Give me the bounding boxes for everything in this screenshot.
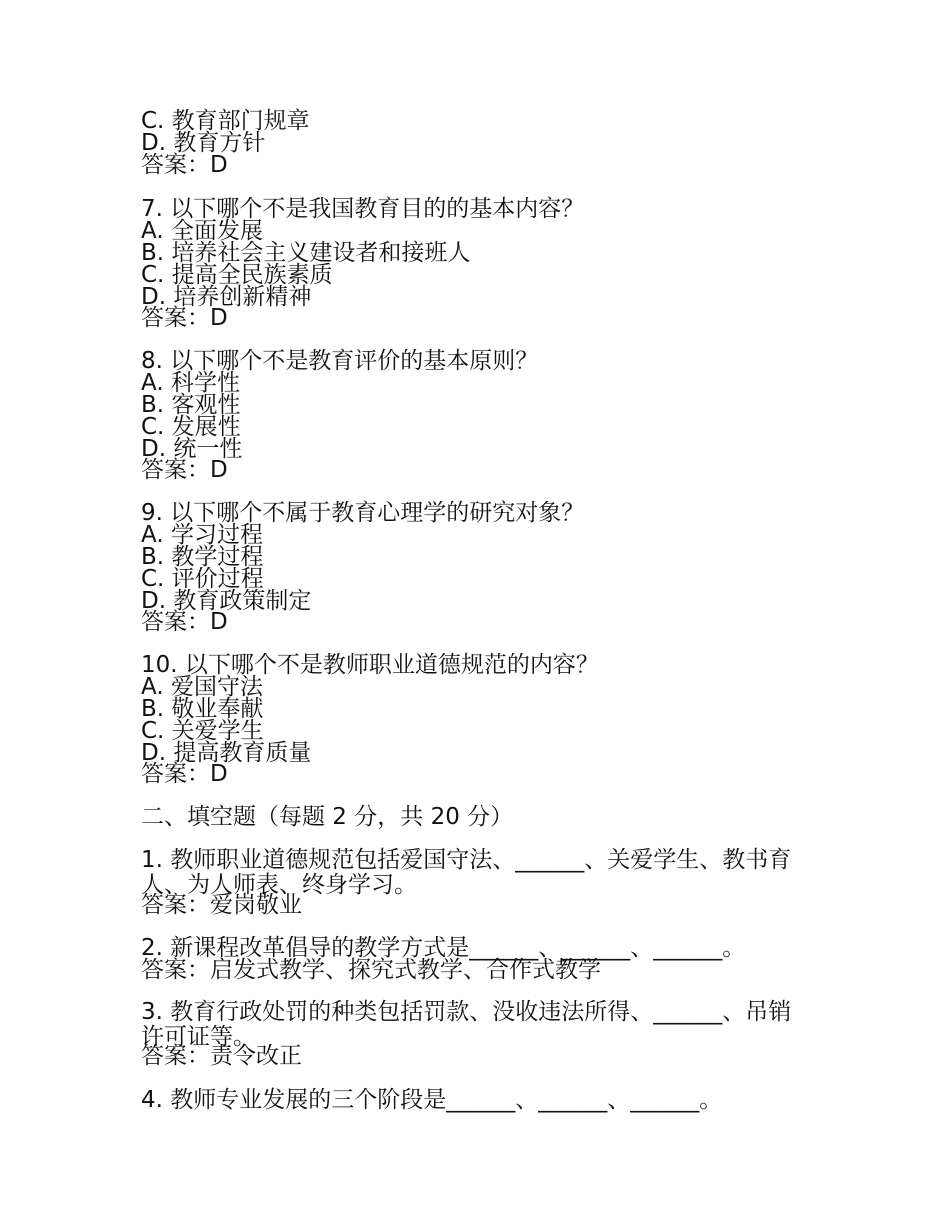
q10-answer: 答案：D xyxy=(141,761,228,787)
q9-option-d: D. 教育政策制定 xyxy=(141,588,312,614)
q9-option-c: C. 评价过程 xyxy=(141,566,264,592)
q9-question: 9. 以下哪个不属于教育心理学的研究对象？ xyxy=(141,500,585,526)
q9-option-a: A. 学习过程 xyxy=(141,522,263,548)
q8-option-a: A. 科学性 xyxy=(141,370,240,396)
q7-option-d: D. 培养创新精神 xyxy=(141,284,312,310)
fill-answer-2: 答案：启发式教学、探究式教学、合作式教学 xyxy=(141,957,601,983)
q7-option-c: C. 提高全民族素质 xyxy=(141,262,333,288)
q8-option-d: D. 统一性 xyxy=(141,436,243,462)
q10-option-b: B. 敬业奉献 xyxy=(141,696,264,722)
fill-question-2: 2. 新课程改革倡导的教学方式是______、______、______。 xyxy=(141,935,746,961)
q7-option-a: A. 全面发展 xyxy=(141,218,263,244)
q8-answer: 答案：D xyxy=(141,457,228,483)
q6-option-c: C. 教育部门规章 xyxy=(141,108,310,134)
q7-question: 7. 以下哪个不是我国教育目的的基本内容？ xyxy=(141,196,585,222)
q8-option-b: B. 客观性 xyxy=(141,392,241,418)
q8-option-c: C. 发展性 xyxy=(141,414,241,440)
fill-question-4: 4. 教师专业发展的三个阶段是______、______、______。 xyxy=(141,1087,723,1113)
q7-answer: 答案：D xyxy=(141,305,228,331)
section-heading: 二、填空题（每题 2 分，共 20 分） xyxy=(141,804,514,830)
fill-question-3: 3. 教育行政处罚的种类包括罚款、没收违法所得、______、吊销许可证等。 xyxy=(141,999,792,1050)
q6-option-d: D. 教育方针 xyxy=(141,130,266,156)
q10-option-a: A. 爱国守法 xyxy=(141,674,263,700)
fill-question-1: 1. 教师职业道德规范包括爱国守法、______、关爱学生、教书育人、为人师表、终身学习。 xyxy=(141,847,792,898)
q10-question: 10. 以下哪个不是教师职业道德规范的内容？ xyxy=(141,652,599,678)
fill-answer-3: 答案：责令改正 xyxy=(141,1043,302,1069)
fill-answer-1: 答案：爱岗敬业 xyxy=(141,892,302,918)
q7-option-b: B. 培养社会主义建设者和接班人 xyxy=(141,240,471,266)
q9-option-b: B. 教学过程 xyxy=(141,544,264,570)
q6-answer: 答案：D xyxy=(141,152,228,178)
q10-option-d: D. 提高教育质量 xyxy=(141,740,312,766)
q8-question: 8. 以下哪个不是教育评价的基本原则？ xyxy=(141,348,539,374)
q9-answer: 答案：D xyxy=(141,609,228,635)
q10-option-c: C. 关爱学生 xyxy=(141,718,264,744)
